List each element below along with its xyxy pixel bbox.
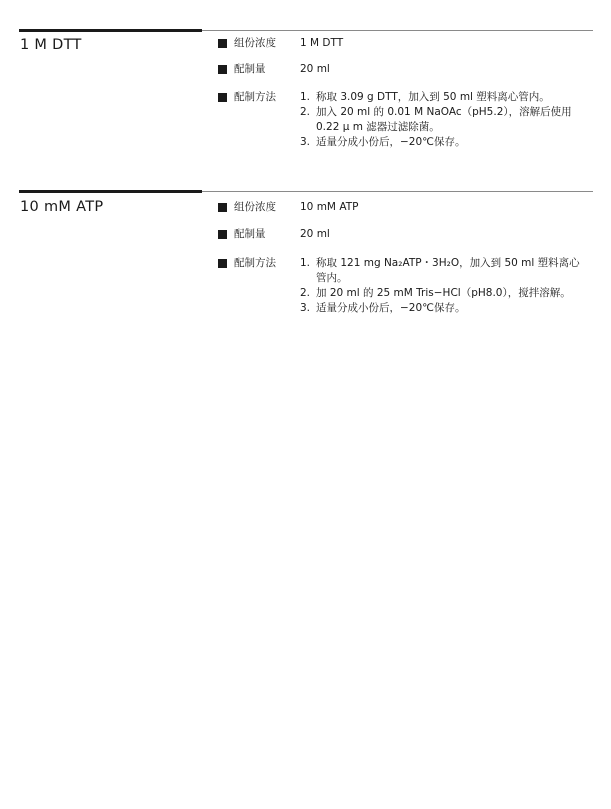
step-text: 适量分成小份后，−20℃保存。 xyxy=(316,302,466,314)
field-label: 组份浓度 xyxy=(234,37,276,49)
section-divider xyxy=(202,30,593,31)
square-bullet-icon xyxy=(218,203,227,212)
step-text: 加入 20 ml 的 0.01 M NaOAc（pH5.2），溶解后使用 0.22 μ m 滤器过滤除菌。 xyxy=(316,106,572,133)
step-number: 3. xyxy=(300,136,311,148)
field-value: 1 M DTT xyxy=(300,37,344,49)
method-step xyxy=(300,90,590,105)
step-number: 2. xyxy=(300,106,311,118)
field-label: 配制量 xyxy=(234,63,266,75)
section-heading-rule xyxy=(19,29,202,32)
method-step xyxy=(300,301,590,316)
square-bullet-icon xyxy=(218,93,227,102)
field-label: 配制方法 xyxy=(234,91,276,103)
step-number: 1. xyxy=(300,91,311,103)
step-text: 称取 3.09 g DTT，加入到 50 ml 塑料离心管内。 xyxy=(316,91,550,103)
method-steps xyxy=(300,90,590,150)
step-number: 2. xyxy=(300,287,311,299)
field-value: 10 mM ATP xyxy=(300,201,359,213)
field-value: 20 ml xyxy=(300,228,330,240)
section-title: 10 mM ATP xyxy=(20,199,104,215)
square-bullet-icon xyxy=(218,65,227,74)
step-text: 适量分成小份后，−20℃保存。 xyxy=(316,136,466,148)
method-step xyxy=(300,286,590,301)
section-title: 1 M DTT xyxy=(20,37,82,53)
square-bullet-icon xyxy=(218,39,227,48)
method-step xyxy=(300,256,590,286)
section-heading-rule xyxy=(19,190,202,193)
method-steps xyxy=(300,256,590,316)
step-number: 1. xyxy=(300,257,311,269)
square-bullet-icon xyxy=(218,230,227,239)
field-value: 20 ml xyxy=(300,63,330,75)
step-number: 3. xyxy=(300,302,311,314)
field-label: 组份浓度 xyxy=(234,201,276,213)
method-step xyxy=(300,135,590,150)
step-text: 称取 121 mg Na₂ATP・3H₂O，加入到 50 ml 塑料离心管内。 xyxy=(316,257,580,284)
field-label: 配制方法 xyxy=(234,257,276,269)
field-label: 配制量 xyxy=(234,228,266,240)
step-text: 加 20 ml 的 25 mM Tris−HCl（pH8.0），搅拌溶解。 xyxy=(316,287,571,299)
section-divider xyxy=(202,191,593,192)
method-step xyxy=(300,105,590,135)
square-bullet-icon xyxy=(218,259,227,268)
